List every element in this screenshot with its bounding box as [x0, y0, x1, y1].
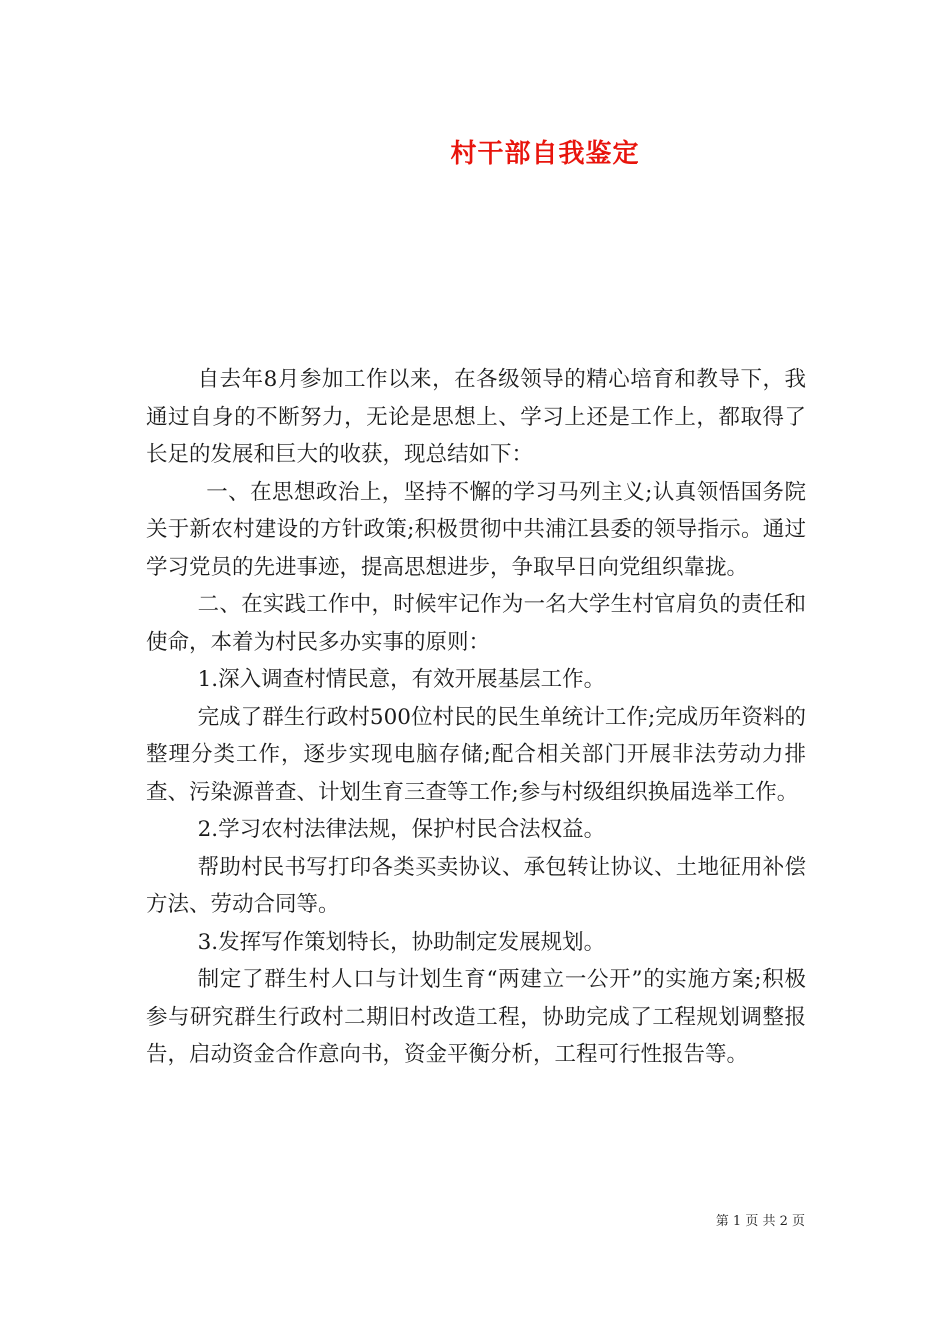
paragraph-section-2: 二、在实践工作中，时候牢记作为一名大学生村官肩负的责任和使命，本着为村民多办实事的原则：: [146, 592, 806, 655]
paragraph-item-3-heading: 3.发挥写作策划特长，协助制定发展规划。: [197, 929, 606, 955]
page-number-footer: 第 1 页 共 2 页: [715, 1214, 805, 1229]
paragraph-item-1-heading: 1.深入调查村情民意，有效开展基层工作。: [197, 667, 606, 692]
paragraph-item-2-heading: 2.学习农村法律法规，保护村民合法权益。: [197, 817, 606, 842]
document-title: 村干部自我鉴定: [450, 139, 640, 169]
paragraph-intro: 自去年8月参加工作以来，在各级领导的精心培育和教导下，我通过自身的不断努力，无论是思想上、学习上还是工作上，都取得了长足的发展和巨大的收获，现总结如下：: [146, 367, 806, 467]
paragraph-item-1-body: 完成了群生行政村500位村民的民生单统计工作;完成历年资料的整理分类工作，逐步实现电脑存储;配合相关部门开展非法劳动力排查、污染源普查、计划生育三查等工作;参与村级组织换届选举工作。: [146, 704, 806, 805]
paragraph-item-2-body: 帮助村民书写打印各类买卖协议、承包转让协议、土地征用补偿方法、劳动合同等。: [146, 854, 806, 917]
document-body: [146, 361, 806, 1074]
paragraph-item-3-body: 制定了群生村人口与计划生育“两建立一公开”的实施方案;积极参与研究群生行政村二期旧村改造工程，协助完成了工程规划调整报告，启动资金合作意向书，资金平衡分析，工程可行性报告等。: [146, 967, 806, 1067]
paragraph-section-1: 一、在思想政治上，坚持不懈的学习马列主义;认真领悟国务院关于新农村建设的方针政策;积极贯彻中共浦江县委的领导指示。通过学习党员的先进事迹，提高思想进步，争取早日向党组织靠拢。: [146, 479, 806, 580]
